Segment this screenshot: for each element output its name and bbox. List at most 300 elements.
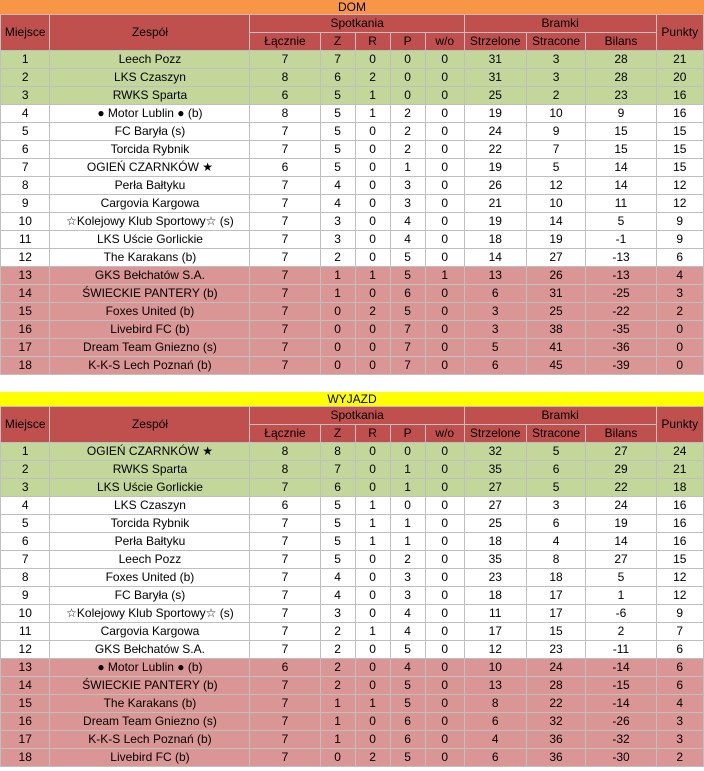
- team-cell: OGIEŃ CZARNKÓW ★: [50, 159, 250, 177]
- points-cell: 12: [656, 587, 703, 605]
- goals-against-cell: 5: [526, 479, 586, 497]
- points-cell: 16: [656, 105, 703, 123]
- goals-for-cell: 8: [464, 695, 526, 713]
- table-row: [1, 713, 704, 731]
- position-cell: 14: [1, 677, 50, 695]
- played-cell: 7: [250, 533, 320, 551]
- played-cell: 8: [250, 105, 320, 123]
- walkover-cell: 0: [425, 749, 464, 767]
- draws-cell: 1: [355, 267, 390, 285]
- played-cell: 6: [250, 497, 320, 515]
- losses-cell: 4: [390, 623, 425, 641]
- goal-diff-cell: 23: [586, 87, 656, 105]
- draws-cell: 0: [355, 339, 390, 357]
- losses-cell: 1: [390, 479, 425, 497]
- draws-cell: 0: [355, 141, 390, 159]
- header-strzelone: Strzelone: [464, 33, 526, 51]
- goals-for-cell: 3: [464, 303, 526, 321]
- walkover-cell: 0: [425, 515, 464, 533]
- wins-cell: 3: [320, 213, 355, 231]
- table-row: [1, 249, 704, 267]
- goals-for-cell: 6: [464, 357, 526, 375]
- team-cell: OGIEŃ CZARNKÓW ★: [50, 443, 250, 461]
- goals-for-cell: 3: [464, 321, 526, 339]
- losses-cell: 5: [390, 677, 425, 695]
- team-cell: K-K-S Lech Poznań (b): [50, 731, 250, 749]
- played-cell: 7: [250, 303, 320, 321]
- wins-cell: 2: [320, 677, 355, 695]
- losses-cell: 1: [390, 533, 425, 551]
- walkover-cell: 0: [425, 695, 464, 713]
- header-wo: w/o: [425, 425, 464, 443]
- wins-cell: 1: [320, 695, 355, 713]
- position-cell: 5: [1, 123, 50, 141]
- losses-cell: 0: [390, 69, 425, 87]
- walkover-cell: 0: [425, 339, 464, 357]
- team-cell: FC Baryła (s): [50, 587, 250, 605]
- goals-against-cell: 36: [526, 731, 586, 749]
- points-cell: 6: [656, 641, 703, 659]
- goals-against-cell: 7: [526, 141, 586, 159]
- wins-cell: 6: [320, 479, 355, 497]
- played-cell: 7: [250, 479, 320, 497]
- goal-diff-cell: -15: [586, 677, 656, 695]
- goal-diff-cell: -35: [586, 321, 656, 339]
- goals-for-cell: 6: [464, 713, 526, 731]
- goals-for-cell: 18: [464, 533, 526, 551]
- goals-for-cell: 14: [464, 249, 526, 267]
- losses-cell: 3: [390, 177, 425, 195]
- wins-cell: 0: [320, 321, 355, 339]
- losses-cell: 5: [390, 641, 425, 659]
- goal-diff-cell: -13: [586, 267, 656, 285]
- goals-against-cell: 31: [526, 285, 586, 303]
- goal-diff-cell: 14: [586, 177, 656, 195]
- draws-cell: 0: [355, 249, 390, 267]
- team-cell: Leech Pozz: [50, 551, 250, 569]
- draws-cell: 0: [355, 213, 390, 231]
- team-cell: ☆Kolejowy Klub Sportowy☆ (s): [50, 213, 250, 231]
- draws-cell: 0: [355, 123, 390, 141]
- wins-cell: 2: [320, 623, 355, 641]
- table-row: [1, 641, 704, 659]
- position-cell: 4: [1, 105, 50, 123]
- draws-cell: 0: [355, 321, 390, 339]
- goals-against-cell: 12: [526, 177, 586, 195]
- team-cell: Perła Bałtyku: [50, 533, 250, 551]
- points-cell: 6: [656, 677, 703, 695]
- points-cell: 9: [656, 213, 703, 231]
- goals-for-cell: 4: [464, 731, 526, 749]
- losses-cell: 6: [390, 731, 425, 749]
- table-row: [1, 533, 704, 551]
- points-cell: 21: [656, 51, 703, 69]
- header-r: R: [355, 33, 390, 51]
- losses-cell: 5: [390, 303, 425, 321]
- walkover-cell: 0: [425, 159, 464, 177]
- goal-diff-cell: 11: [586, 195, 656, 213]
- points-cell: 21: [656, 461, 703, 479]
- position-cell: 11: [1, 231, 50, 249]
- goals-against-cell: 22: [526, 695, 586, 713]
- draws-cell: 0: [355, 159, 390, 177]
- goal-diff-cell: -30: [586, 749, 656, 767]
- position-cell: 8: [1, 569, 50, 587]
- away-standings-table: [0, 406, 704, 767]
- position-cell: 16: [1, 713, 50, 731]
- wins-cell: 5: [320, 87, 355, 105]
- position-cell: 18: [1, 749, 50, 767]
- draws-cell: 0: [355, 659, 390, 677]
- wins-cell: 0: [320, 303, 355, 321]
- wins-cell: 2: [320, 659, 355, 677]
- goals-for-cell: 24: [464, 123, 526, 141]
- goals-against-cell: 19: [526, 231, 586, 249]
- wins-cell: 5: [320, 515, 355, 533]
- team-cell: RWKS Sparta: [50, 87, 250, 105]
- played-cell: 8: [250, 443, 320, 461]
- played-cell: 6: [250, 87, 320, 105]
- header-strzelone: Strzelone: [464, 425, 526, 443]
- points-cell: 0: [656, 357, 703, 375]
- goals-for-cell: 23: [464, 569, 526, 587]
- table-row: [1, 267, 704, 285]
- points-cell: 6: [656, 249, 703, 267]
- header-r: R: [355, 425, 390, 443]
- points-cell: 16: [656, 515, 703, 533]
- walkover-cell: 0: [425, 51, 464, 69]
- table-row: [1, 195, 704, 213]
- goals-for-cell: 19: [464, 159, 526, 177]
- losses-cell: 5: [390, 695, 425, 713]
- goals-for-cell: 27: [464, 479, 526, 497]
- header-row-top: [1, 407, 704, 425]
- goal-diff-cell: 15: [586, 141, 656, 159]
- goals-for-cell: 5: [464, 339, 526, 357]
- wins-cell: 3: [320, 231, 355, 249]
- goals-against-cell: 17: [526, 605, 586, 623]
- played-cell: 7: [250, 321, 320, 339]
- table-row: [1, 339, 704, 357]
- position-cell: 7: [1, 159, 50, 177]
- walkover-cell: 0: [425, 87, 464, 105]
- wins-cell: 4: [320, 195, 355, 213]
- points-cell: 16: [656, 497, 703, 515]
- goals-for-cell: 13: [464, 267, 526, 285]
- table-row: [1, 231, 704, 249]
- played-cell: 7: [250, 231, 320, 249]
- position-cell: 15: [1, 303, 50, 321]
- played-cell: 7: [250, 51, 320, 69]
- draws-cell: 2: [355, 303, 390, 321]
- team-cell: Livebird FC (b): [50, 749, 250, 767]
- table-row: [1, 51, 704, 69]
- position-cell: 17: [1, 339, 50, 357]
- goals-for-cell: 19: [464, 105, 526, 123]
- draws-cell: 0: [355, 587, 390, 605]
- played-cell: 7: [250, 641, 320, 659]
- goals-for-cell: 31: [464, 51, 526, 69]
- header-p: P: [390, 425, 425, 443]
- goal-diff-cell: 27: [586, 551, 656, 569]
- losses-cell: 5: [390, 249, 425, 267]
- header-spotkania: Spotkania: [250, 15, 464, 33]
- position-cell: 3: [1, 87, 50, 105]
- team-cell: ● Motor Lublin ● (b): [50, 659, 250, 677]
- draws-cell: 0: [355, 285, 390, 303]
- position-cell: 2: [1, 461, 50, 479]
- draws-cell: 1: [355, 87, 390, 105]
- team-cell: LKS Uście Gorlickie: [50, 479, 250, 497]
- table-row: [1, 569, 704, 587]
- position-cell: 1: [1, 443, 50, 461]
- draws-cell: 0: [355, 731, 390, 749]
- walkover-cell: 0: [425, 569, 464, 587]
- wins-cell: 1: [320, 267, 355, 285]
- goal-diff-cell: 28: [586, 51, 656, 69]
- goals-for-cell: 11: [464, 605, 526, 623]
- home-table-section: [0, 0, 704, 375]
- goals-for-cell: 22: [464, 141, 526, 159]
- position-cell: 16: [1, 321, 50, 339]
- played-cell: 6: [250, 659, 320, 677]
- goal-diff-cell: 14: [586, 533, 656, 551]
- losses-cell: 0: [390, 443, 425, 461]
- losses-cell: 3: [390, 587, 425, 605]
- draws-cell: 1: [355, 623, 390, 641]
- table-row: [1, 443, 704, 461]
- position-cell: 9: [1, 587, 50, 605]
- table-row: [1, 69, 704, 87]
- points-cell: 9: [656, 605, 703, 623]
- goal-diff-cell: -26: [586, 713, 656, 731]
- position-cell: 18: [1, 357, 50, 375]
- position-cell: 9: [1, 195, 50, 213]
- walkover-cell: 0: [425, 443, 464, 461]
- goal-diff-cell: 9: [586, 105, 656, 123]
- header-p: P: [390, 33, 425, 51]
- played-cell: 7: [250, 749, 320, 767]
- wins-cell: 8: [320, 443, 355, 461]
- goals-for-cell: 35: [464, 461, 526, 479]
- played-cell: 6: [250, 159, 320, 177]
- wins-cell: 1: [320, 713, 355, 731]
- losses-cell: 3: [390, 195, 425, 213]
- walkover-cell: 0: [425, 69, 464, 87]
- goals-for-cell: 10: [464, 659, 526, 677]
- team-cell: Leech Pozz: [50, 51, 250, 69]
- walkover-cell: 0: [425, 551, 464, 569]
- position-cell: 10: [1, 605, 50, 623]
- goals-for-cell: 27: [464, 497, 526, 515]
- table-row: [1, 105, 704, 123]
- walkover-cell: 0: [425, 231, 464, 249]
- header-zespol: Zespół: [50, 407, 250, 443]
- team-cell: ☆Kolejowy Klub Sportowy☆ (s): [50, 605, 250, 623]
- played-cell: 7: [250, 357, 320, 375]
- team-cell: Dream Team Gniezno (s): [50, 339, 250, 357]
- losses-cell: 0: [390, 87, 425, 105]
- played-cell: 7: [250, 713, 320, 731]
- goal-diff-cell: 29: [586, 461, 656, 479]
- played-cell: 7: [250, 695, 320, 713]
- goals-for-cell: 12: [464, 641, 526, 659]
- walkover-cell: 0: [425, 195, 464, 213]
- goal-diff-cell: 1: [586, 587, 656, 605]
- walkover-cell: 0: [425, 303, 464, 321]
- table-row: [1, 141, 704, 159]
- goals-against-cell: 27: [526, 249, 586, 267]
- table-row: [1, 123, 704, 141]
- wins-cell: 4: [320, 177, 355, 195]
- goal-diff-cell: 19: [586, 515, 656, 533]
- table-row: [1, 659, 704, 677]
- team-cell: Foxes United (b): [50, 569, 250, 587]
- goal-diff-cell: -11: [586, 641, 656, 659]
- wins-cell: 3: [320, 605, 355, 623]
- points-cell: 4: [656, 695, 703, 713]
- points-cell: 24: [656, 443, 703, 461]
- goals-against-cell: 32: [526, 713, 586, 731]
- goal-diff-cell: -14: [586, 695, 656, 713]
- header-bramki: Bramki: [464, 15, 656, 33]
- walkover-cell: 0: [425, 321, 464, 339]
- team-cell: Cargovia Kargowa: [50, 623, 250, 641]
- header-punkty: Punkty: [656, 407, 703, 443]
- draws-cell: 0: [355, 605, 390, 623]
- team-cell: LKS Czaszyn: [50, 69, 250, 87]
- goals-against-cell: 14: [526, 213, 586, 231]
- team-cell: GKS Bełchatów S.A.: [50, 641, 250, 659]
- goal-diff-cell: -32: [586, 731, 656, 749]
- table-row: [1, 479, 704, 497]
- goals-against-cell: 9: [526, 123, 586, 141]
- team-cell: LKS Uście Gorlickie: [50, 231, 250, 249]
- played-cell: 7: [250, 605, 320, 623]
- losses-cell: 6: [390, 285, 425, 303]
- goal-diff-cell: -36: [586, 339, 656, 357]
- played-cell: 7: [250, 213, 320, 231]
- wins-cell: 1: [320, 731, 355, 749]
- walkover-cell: 0: [425, 177, 464, 195]
- goals-for-cell: 6: [464, 285, 526, 303]
- goals-against-cell: 28: [526, 677, 586, 695]
- team-cell: RWKS Sparta: [50, 461, 250, 479]
- header-stracone: Stracone: [526, 33, 586, 51]
- team-cell: The Karakans (b): [50, 695, 250, 713]
- table-row: [1, 213, 704, 231]
- header-z: Z: [320, 33, 355, 51]
- walkover-cell: 0: [425, 605, 464, 623]
- team-cell: Perła Bałtyku: [50, 177, 250, 195]
- losses-cell: 5: [390, 267, 425, 285]
- position-cell: 12: [1, 641, 50, 659]
- wins-cell: 7: [320, 461, 355, 479]
- losses-cell: 4: [390, 659, 425, 677]
- goals-for-cell: 18: [464, 231, 526, 249]
- walkover-cell: 0: [425, 641, 464, 659]
- goals-for-cell: 21: [464, 195, 526, 213]
- position-cell: 8: [1, 177, 50, 195]
- wins-cell: 5: [320, 123, 355, 141]
- team-cell: K-K-S Lech Poznań (b): [50, 357, 250, 375]
- table-row: [1, 551, 704, 569]
- table-row: [1, 623, 704, 641]
- losses-cell: 5: [390, 749, 425, 767]
- table-row: [1, 87, 704, 105]
- walkover-cell: 0: [425, 141, 464, 159]
- header-row-top: [1, 15, 704, 33]
- table-row: [1, 605, 704, 623]
- header-lacznie: Łącznie: [250, 425, 320, 443]
- goal-diff-cell: -13: [586, 249, 656, 267]
- played-cell: 7: [250, 623, 320, 641]
- points-cell: 12: [656, 177, 703, 195]
- position-cell: 15: [1, 695, 50, 713]
- goals-against-cell: 26: [526, 267, 586, 285]
- losses-cell: 1: [390, 159, 425, 177]
- home-table-title: DOM: [0, 0, 704, 14]
- goal-diff-cell: 2: [586, 623, 656, 641]
- position-cell: 6: [1, 141, 50, 159]
- position-cell: 3: [1, 479, 50, 497]
- table-row: [1, 303, 704, 321]
- losses-cell: 0: [390, 497, 425, 515]
- goal-diff-cell: -1: [586, 231, 656, 249]
- losses-cell: 1: [390, 461, 425, 479]
- goal-diff-cell: 5: [586, 569, 656, 587]
- wins-cell: 5: [320, 533, 355, 551]
- team-cell: ŚWIECKIE PANTERY (b): [50, 677, 250, 695]
- table-row: [1, 749, 704, 767]
- goals-against-cell: 36: [526, 749, 586, 767]
- header-spotkania: Spotkania: [250, 407, 464, 425]
- losses-cell: 6: [390, 713, 425, 731]
- draws-cell: 1: [355, 105, 390, 123]
- goals-for-cell: 17: [464, 623, 526, 641]
- goal-diff-cell: -14: [586, 659, 656, 677]
- goals-for-cell: 18: [464, 587, 526, 605]
- position-cell: 10: [1, 213, 50, 231]
- goal-diff-cell: 5: [586, 213, 656, 231]
- points-cell: 9: [656, 231, 703, 249]
- played-cell: 7: [250, 195, 320, 213]
- table-row: [1, 461, 704, 479]
- goals-for-cell: 6: [464, 749, 526, 767]
- draws-cell: 1: [355, 497, 390, 515]
- draws-cell: 0: [355, 357, 390, 375]
- played-cell: 7: [250, 587, 320, 605]
- position-cell: 2: [1, 69, 50, 87]
- losses-cell: 2: [390, 123, 425, 141]
- losses-cell: 4: [390, 213, 425, 231]
- draws-cell: 0: [355, 443, 390, 461]
- played-cell: 8: [250, 461, 320, 479]
- played-cell: 7: [250, 569, 320, 587]
- goals-against-cell: 3: [526, 497, 586, 515]
- goals-for-cell: 31: [464, 69, 526, 87]
- losses-cell: 7: [390, 357, 425, 375]
- draws-cell: 0: [355, 551, 390, 569]
- goals-against-cell: 2: [526, 87, 586, 105]
- goal-diff-cell: -39: [586, 357, 656, 375]
- table-row: [1, 695, 704, 713]
- draws-cell: 0: [355, 569, 390, 587]
- away-table-section: [0, 392, 704, 767]
- points-cell: 6: [656, 659, 703, 677]
- walkover-cell: 0: [425, 623, 464, 641]
- losses-cell: 2: [390, 551, 425, 569]
